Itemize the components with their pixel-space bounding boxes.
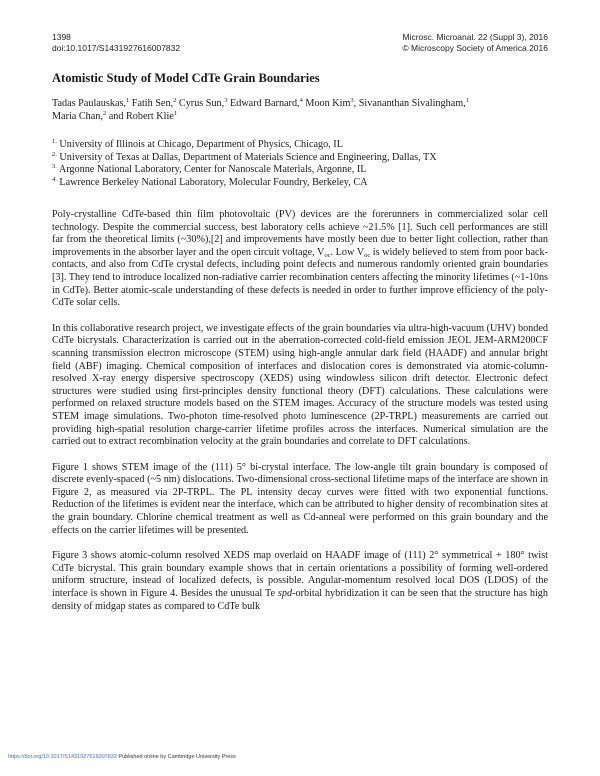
affiliation bbox=[52, 164, 548, 177]
affiliation-text: University of Texas at Dallas, Department of Materials Science and Engineering, Dallas, TX bbox=[56, 151, 437, 163]
affiliation-text: University of Illinois at Chicago, Department of Physics, Chicago, IL bbox=[56, 139, 343, 150]
page-number: 1398 bbox=[52, 32, 71, 42]
affiliation-text: Argonne National Laboratory, Center for Nanoscale Materials, Argonne, IL bbox=[56, 164, 367, 176]
doi-text: doi:10.1017/S1431927616007832 bbox=[52, 42, 181, 53]
author-affil-mark: 3 bbox=[350, 97, 354, 104]
page-header-left bbox=[52, 32, 180, 53]
italic-term: spd bbox=[277, 588, 293, 600]
affiliation bbox=[52, 139, 548, 152]
affiliation-mark: 1. bbox=[52, 138, 57, 145]
author-name: Fatih Sen, bbox=[129, 98, 174, 109]
author-affil-mark: 2 bbox=[102, 109, 107, 117]
paragraph-text: Poly-crystalline CdTe-based thin film photovoltaic (PV) devices are the forerunners in commercialized solar cell technology. Despite the commercial success, best laboratory cells achieve ~21.5% [1]. Such cell performances are still far from the theoretical limits (~30%),[2] and improvements have mostly been due to better light collection, rather than improvements in the absorber layer and the open circuit voltage, V bbox=[52, 209, 548, 258]
author-affil-mark: 2 bbox=[173, 97, 177, 104]
affiliation-text: Lawrence Berkeley National Laboratory, Molecular Foundry, Berkeley, CA bbox=[56, 176, 368, 188]
journal-citation: Microsc. Microanal. 22 (Suppl 3), 2016 bbox=[402, 32, 548, 42]
author-name: and Robert Klie bbox=[106, 110, 174, 122]
paper-title: Atomistic Study of Model CdTe Grain Boundaries bbox=[52, 71, 320, 85]
page-footer bbox=[8, 754, 236, 760]
paragraph-text: is widely believed to stem from poor back-contacts, and also from CdTe crystal defects, including point defects and numerous randomly oriented grain boundaries [3]. They tend to introduce localized non-radiative carrier recombination centers affecting the minority lifetimes (~1-10ns in CdTe). Better atomic-scale understanding of these defects is needed in order to further improve efficiency of the poly-CdTe solar cells. bbox=[52, 246, 548, 309]
body-paragraph-4 bbox=[52, 550, 548, 613]
author-affil-mark: 3 bbox=[224, 97, 228, 104]
author-name: Tadas Paulauskas, bbox=[52, 98, 126, 109]
voc-subscript: oc bbox=[324, 251, 331, 259]
author-name: Cyrus Sun, bbox=[176, 98, 225, 109]
page-header-right bbox=[402, 32, 548, 53]
abstract-body bbox=[52, 209, 548, 626]
author-affil-mark: 4 bbox=[299, 97, 303, 104]
affiliation bbox=[52, 177, 548, 190]
affiliation bbox=[52, 152, 548, 165]
author-affil-mark: 1 bbox=[173, 109, 178, 117]
paragraph-text: . Low V bbox=[330, 246, 365, 258]
author-list bbox=[52, 98, 548, 123]
author-name: Edward Barnard, bbox=[227, 98, 300, 109]
affiliation-mark: 3. bbox=[52, 163, 57, 171]
publisher-note: Published online by Cambridge University Press bbox=[116, 754, 236, 760]
body-paragraph-3: Figure 1 shows STEM image of the (111) 5° bi-crystal interface. The low-angle tilt grain boundary is composed of discrete evenly-spaced (~5 nm) dislocations. Two-dimensional cross-sectional lifetime maps of the interface are shown in Figure 2, as measured via 2P-TRPL. The PL intensity decay curves were fitted with two exponential functions. Reduction of the lifetimes is evident near the interface, which can be attributed to higher density of recombination sites at the grain boundary. Chlorine chemical treatment as well as Cd-anneal were performed on this grain boundary and the effects on the carrier lifetimes will be presented. bbox=[52, 461, 548, 536]
author-affil-mark: 1 bbox=[125, 97, 130, 104]
body-paragraph-2: In this collaborative research project, we investigate effects of the grain boundaries via ultra-high-vacuum (UHV) bonded CdTe bicrystals. Characterization is carried out in the aberration-corrected cold-field emission JEOL JEM-ARM200CF scanning transmission electron microscope (STEM) using high-angle annular dark field (HAADF) and annular bright field (ABF) imaging. Chemical composition of interfaces and dislocation cores is demonstrated via atomic-column-resolved X-ray energy dispersive spectroscopy (XEDS) using windowless silicon drift detector. Electronic defect structures were studied using first-principles density functional theory (DFT) calculations. These calculations were performed on relaxed structure models based on the STEM images. Accuracy of the structure models was tested using STEM image simulations. Two-photon time-resolved photo luminescence (2P-TRPL) measurements are carried out providing high-spatial resolution charge-carrier lifetime profiles across the interfaces. Numerical simulation are the carried out to extract recombination velocity at the grain boundaries and correlate to DFT calculations. bbox=[52, 322, 548, 448]
paragraph-text: -orbital hybridization it can be seen that the structure has high density of midgap states as compared to CdTe bulk bbox=[52, 588, 548, 612]
copyright-notice: © Microscopy Society of America 2016 bbox=[402, 42, 548, 53]
author-affil-mark: 1 bbox=[465, 97, 469, 104]
paragraph-text: Figure 3 shows atomic-column resolved XEDS map overlaid on HAADF image of (111) 2° symmetrical + 180° twist CdTe bicrystal. This grain boundary example shows that in certain orientations a possibility of forming well-ordered uniform structure, instead of localized defects, is possible. Angular-momentum resolved local DOS (LDOS) of the interface is shown in Figure 4. Besides the unusual Te bbox=[52, 550, 548, 600]
affiliation-mark: 4. bbox=[52, 175, 57, 183]
body-paragraph-1 bbox=[52, 209, 548, 310]
voc-subscript: oc bbox=[364, 251, 371, 259]
affiliation-mark: 2. bbox=[52, 150, 57, 158]
author-name: Maria Chan, bbox=[52, 110, 103, 122]
affiliation-list bbox=[52, 139, 548, 189]
author-name: , Sivananthan Sivalingham, bbox=[353, 98, 466, 109]
author-name: Moon Kim bbox=[302, 98, 351, 109]
doi-link[interactable]: https://doi.org/10.1017/S1431927616007832 bbox=[8, 754, 117, 760]
